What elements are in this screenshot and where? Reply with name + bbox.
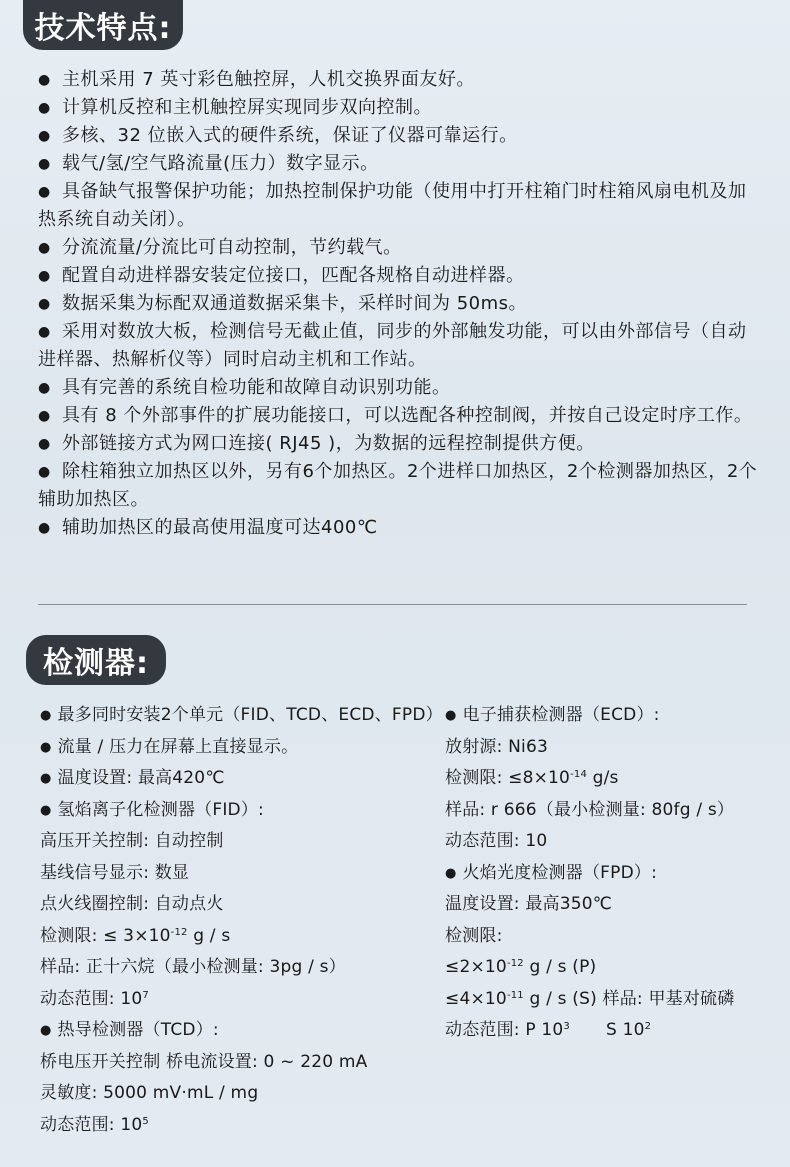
list-item — [38, 458, 758, 514]
list-item-text: 配置自动进样器安装定位接口，匹配各规格自动进样器。 — [62, 265, 525, 286]
list-item-text: 数据采集为标配双通道数据采集卡，采样时间为 50ms。 — [62, 293, 528, 314]
bullet-icon: ● — [38, 240, 51, 256]
features-list — [38, 66, 758, 542]
spec-row — [445, 952, 785, 984]
bullet-icon: ● — [38, 408, 51, 424]
exponent: 3 — [563, 1021, 570, 1032]
bullet-icon: ● — [38, 520, 51, 536]
list-item-text: 计算机反控和主机触控屏实现同步双向控制。 — [62, 97, 432, 118]
spec-row — [445, 732, 785, 764]
detector-specs-right — [445, 700, 785, 1047]
spec-row — [445, 763, 785, 795]
list-item — [38, 94, 758, 122]
spec-row — [40, 1078, 440, 1110]
spec-row — [445, 795, 785, 827]
spec-text: 动态范围: 10 — [40, 1114, 143, 1135]
spec-row — [40, 826, 440, 858]
spec-row — [40, 732, 440, 764]
spec-text: 动态范围: 10 — [445, 831, 548, 851]
spec-text: 基线信号显示: 数显 — [40, 862, 190, 883]
spec-row — [40, 795, 440, 827]
spec-text: 样品: r 666（最小检测量: 80fg / s） — [445, 799, 735, 820]
spec-row — [445, 700, 785, 732]
spec-text: 检测限: ≤8×10 — [445, 768, 571, 788]
list-item — [38, 262, 758, 290]
spec-row — [40, 763, 440, 795]
spec-text: g / s (P) — [523, 957, 597, 977]
list-item — [38, 178, 758, 234]
exponent: -12 — [170, 926, 188, 938]
list-item-text: 除柱箱独立加热区以外，另有6个加热区。2个进样口加热区，2个检测器加热区，2个辅助加热区。 — [38, 461, 758, 510]
spec-row — [445, 984, 785, 1016]
list-item — [38, 318, 758, 374]
list-item-text: 具有完善的系统自检功能和故障自动识别功能。 — [62, 377, 451, 398]
spec-text: 放射源: Ni63 — [445, 736, 549, 757]
bullet-icon: ● — [38, 464, 51, 480]
spec-text: g/s — [587, 768, 619, 788]
list-item — [38, 290, 758, 318]
spec-row — [40, 700, 443, 732]
list-item-text: 多核、32 位嵌入式的硬件系统，保证了仪器可靠运行。 — [62, 125, 518, 146]
spec-text: 高压开关控制: 自动控制 — [40, 831, 224, 851]
bullet-icon: ● — [38, 128, 51, 144]
bullet-icon: ● — [40, 771, 52, 786]
bullet-icon: ● — [38, 72, 51, 88]
list-item — [38, 66, 758, 94]
spec-row — [40, 921, 440, 953]
spec-row — [445, 889, 785, 921]
spec-text: 温度设置: 最高420℃ — [57, 768, 225, 788]
bullet-icon: ● — [38, 296, 51, 312]
section-title-detectors: 检测器: — [26, 635, 166, 685]
list-item — [38, 374, 758, 402]
spec-row — [40, 1047, 440, 1079]
spec-text: 温度设置: 最高350℃ — [445, 894, 613, 914]
spec-text: g / s — [187, 925, 231, 946]
spec-row — [40, 1015, 440, 1047]
list-item-text: 主机采用 7 英寸彩色触控屏，人机交换界面友好。 — [62, 69, 475, 90]
spec-row — [40, 858, 440, 890]
list-item-text: 外部链接方式为网口连接( RJ45 )，为数据的远程控制提供方便。 — [62, 433, 595, 454]
spec-row — [445, 826, 785, 858]
spec-row — [40, 1110, 440, 1142]
bullet-icon: ● — [38, 436, 51, 452]
spec-text: 流量 / 压力在屏幕上直接显示。 — [57, 736, 299, 757]
bullet-icon: ● — [38, 100, 51, 116]
spec-text: 最多同时安装2个单元（FID、TCD、ECD、FPD） — [57, 705, 443, 725]
spec-row — [445, 1015, 785, 1047]
list-item — [38, 514, 758, 542]
spec-row — [445, 858, 785, 890]
exponent: -11 — [506, 989, 524, 1001]
list-item-text: 采用对数放大板，检测信号无截止值，同步的外部触发功能，可以由外部信号（自动进样器、热解析仪等）同时启动主机和工作站。 — [38, 321, 747, 370]
spec-text: 动态范围: 10 — [40, 988, 143, 1009]
spec-text: 检测限: ≤ 3×10 — [40, 925, 171, 946]
spec-row — [40, 889, 440, 921]
spec-text: 灵敏度: 5000 mV·mL / mg — [40, 1083, 259, 1103]
exponent: 5 — [142, 1115, 149, 1127]
bullet-icon: ● — [40, 802, 52, 818]
bullet-icon: ● — [38, 184, 51, 200]
spec-text: 点火线圈控制: 自动点火 — [40, 894, 224, 914]
list-item — [38, 122, 758, 150]
list-item-text: 载气/氢/空气路流量(压力）数字显示。 — [62, 153, 379, 174]
spec-row — [40, 952, 440, 984]
spec-text: S 10 — [605, 1020, 645, 1040]
detector-specs-left — [40, 700, 443, 1141]
detector-heading-ecd: 电子捕获检测器（ECD）: — [462, 705, 660, 725]
section-title-features: 技术特点: — [23, 0, 183, 50]
bullet-icon: ● — [38, 324, 51, 340]
detector-heading-fid: 氢焰离子化检测器（FID）: — [57, 799, 264, 820]
spec-text: 动态范围: P 10 — [445, 1020, 564, 1040]
list-item — [38, 402, 758, 430]
detector-heading-tcd: 热导检测器（TCD）: — [57, 1020, 219, 1040]
exponent: 2 — [644, 1021, 652, 1032]
list-item-text: 辅助加热区的最高使用温度可达400℃ — [62, 517, 378, 538]
spec-text: ≤4×10 — [445, 988, 507, 1009]
list-item — [38, 430, 758, 458]
list-item — [38, 150, 758, 178]
bullet-icon: ● — [445, 865, 457, 881]
bullet-icon: ● — [40, 1023, 52, 1038]
bullet-icon: ● — [38, 268, 51, 284]
spec-row — [445, 921, 785, 953]
spec-row — [40, 984, 440, 1016]
spec-text: g / s (S) 样品: 甲基对硫磷 — [523, 988, 735, 1009]
bullet-icon: ● — [38, 380, 51, 396]
spec-text: 桥电压开关控制 桥电流设置: 0 ~ 220 mA — [40, 1051, 368, 1072]
exponent: -12 — [506, 958, 524, 969]
detector-heading-fpd: 火焰光度检测器（FPD）: — [462, 862, 657, 883]
bullet-icon: ● — [40, 708, 52, 723]
bullet-icon: ● — [40, 739, 52, 755]
exponent: 7 — [142, 989, 149, 1001]
exponent: -14 — [570, 769, 588, 780]
list-item — [38, 234, 758, 262]
list-item-text: 具备缺气报警保护功能；加热控制保护功能（使用中打开柱箱门时柱箱风扇电机及加热系统自动关闭）。 — [38, 181, 747, 230]
bullet-icon: ● — [445, 708, 457, 723]
section-divider — [38, 604, 747, 605]
spec-text: ≤2×10 — [445, 957, 507, 977]
bullet-icon: ● — [38, 156, 51, 172]
spec-text: 检测限: — [445, 925, 503, 946]
list-item-text: 分流流量/分流比可自动控制，节约载气。 — [62, 237, 402, 258]
list-item-text: 具有 8 个外部事件的扩展功能接口，可以选配各种控制阀，并按自己设定时序工作。 — [62, 405, 753, 426]
spec-text: 样品: 正十六烷（最小检测量: 3pg / s） — [40, 957, 346, 977]
